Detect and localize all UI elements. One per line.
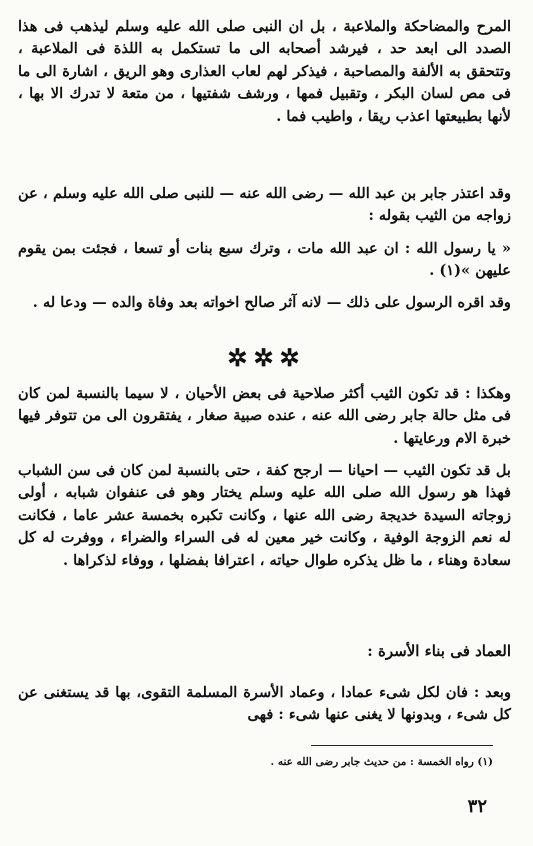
paragraph-4-block — [18, 292, 511, 314]
section-separator-stars: ✲✲✲ — [227, 343, 306, 372]
paragraph-1: المرح والمضاحكة والملاعبة ، بل ان النبى صلى الله عليه وسلم ليذهب فى هذا الصدد الى ابعد حد ، فيرشد أصحابه الى ما تستكمل به اللذة فى الملاعبة ، وتتحقق به الألفة والمصاحبة ، فيذكر لهم لعاب العذارى وهو الريق ، اشارة الى ما فى مص لسان البكر ، وتقبيل فمها ، ورشف شفتيها ، من متعة لا تدرك الا بها ، لأنها بطبيعتها اعذب ريقا ، واطيب فما . — [18, 18, 511, 125]
paragraph-6: بل قد تكون الثيب — احيانا — ارجح كفة ، حتى بالنسبة لمن كان فى سن الشباب فهذا هو رسول الله صلى الله عليه وسلم يختار وهو فى عنفوان شبابه ، أولى زوجاته السيدة خديجة رضى الله عنها ، وكانت تكبره بخمسة عشر عاما ، فكانت له نعم الزوجة الوفية ، وكانت خير معين له فى السراء والضراء ، ووفرت له كل سعادة وهناء ، ما ظل يذكره طوال حياته ، اعترافا بفضلها ، ووفاء لذكراها . — [18, 462, 511, 569]
paragraph-1-block — [18, 16, 511, 128]
paragraph-4: وقد اقره الرسول على ذلك — لانه آثر صالح اخواته بعد وفاة والده — ودعا له . — [32, 294, 511, 311]
paragraph-6-block — [18, 460, 511, 572]
footnote: (١) رواه الخمسة : من حديث جابر رضى الله عنه . — [270, 756, 493, 768]
paragraph-5-block — [18, 383, 511, 450]
paragraph-5: وهكذا : قد تكون الثيب أكثر صلاحية فى بعض الأحيان ، لا سيما بالنسبة لمن كان فى مثل حالة جابر رضى الله عنه ، عنده صبية صغار ، يفتقرون الى من تتوفر فيها خبرة الام ورعايتها . — [18, 385, 511, 447]
section-heading: العماد فى بناء الأسرة : — [367, 642, 511, 660]
paragraph-2-block — [18, 183, 511, 228]
paragraph-3-block — [18, 238, 511, 283]
paragraph-7: وبعد : فان لكل شىء عمادا ، وعماد الأسرة المسلمة التقوى، بها قد يستغنى عن كل شىء ، وبدونها لا يغنى عنها شىء : فهى — [18, 684, 511, 724]
hadith-quote: « يا رسول الله : ان عبد الله مات ، وترك سبع بنات أو تسعا ، فجئت بمن يقوم عليهن »(١) . — [18, 240, 511, 280]
paragraph-2: وقد اعتذر جابر بن عبد الله — رضى الله عنه — للنبى صلى الله عليه وسلم ، عن زواجه من الثيب بقوله : — [18, 185, 511, 225]
paragraph-7-block — [18, 682, 511, 727]
section-heading-block — [18, 642, 511, 660]
page-number: ٣٢ — [467, 796, 487, 817]
footnote-divider — [311, 745, 493, 746]
